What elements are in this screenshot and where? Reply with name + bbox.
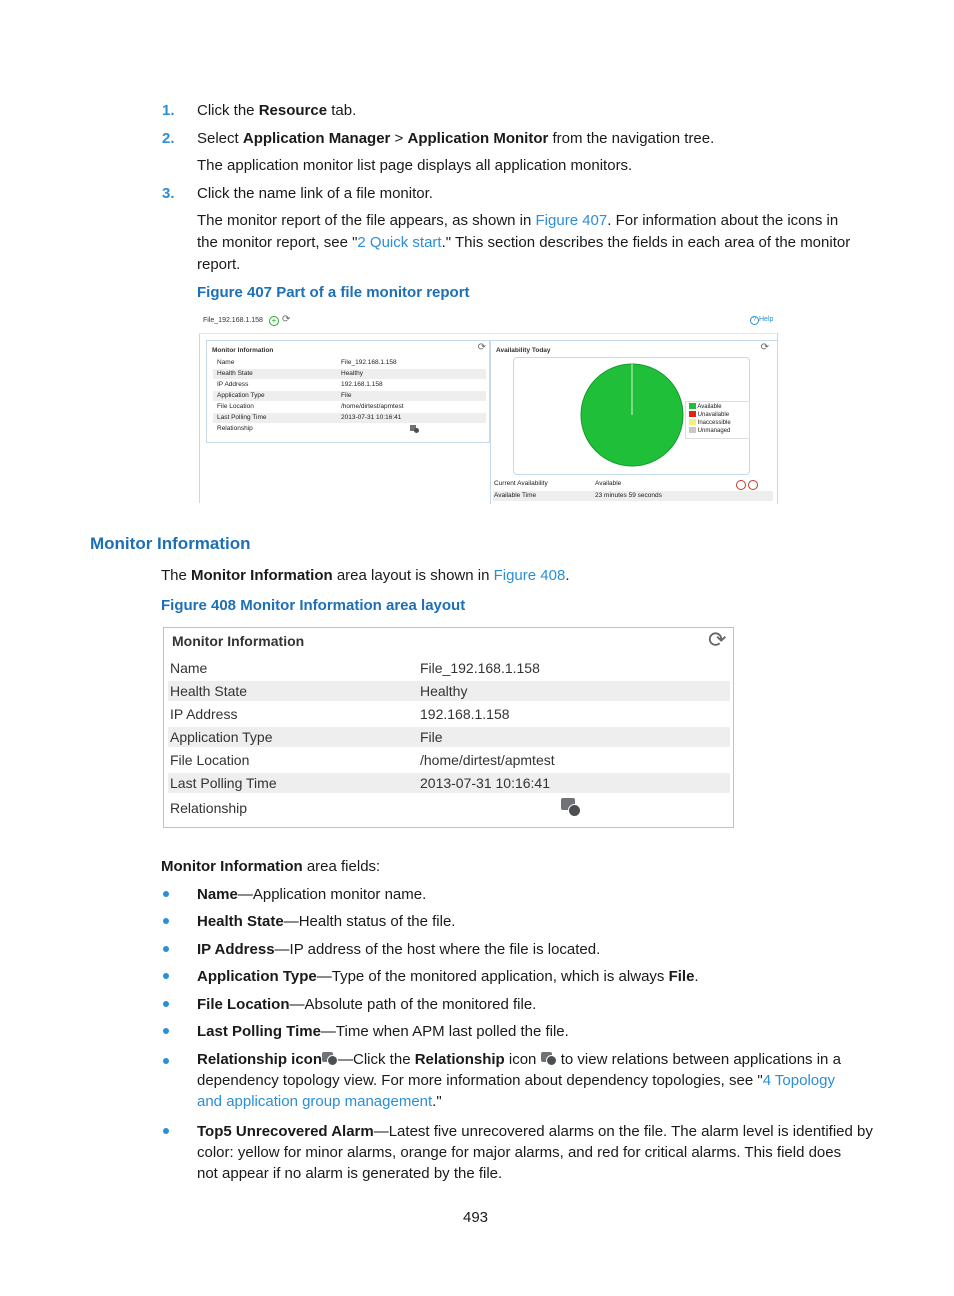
refresh-icon[interactable]: ⟳ [477, 342, 486, 353]
add-icon[interactable]: + [269, 316, 279, 326]
help-icon: ? [750, 316, 759, 325]
list-item-alarm: Top5 Unrecovered Alarm—Latest five unrecovered alarms on the file. The alarm level is identified by color: yellow for minor alarms, orange for major alarms, and red for critical alarms. This field does not appear if no alarm is generated by the file. [197, 1123, 873, 1182]
quick-start-link[interactable]: 2 Quick start [357, 234, 442, 251]
table-row: Name File_192.168.1.158 [217, 359, 397, 366]
refresh-icon[interactable]: ⟳ [282, 314, 291, 325]
relationship-icon[interactable] [561, 798, 581, 817]
figure-407-link[interactable]: Figure 407 [535, 212, 608, 229]
alarm-icon[interactable] [736, 480, 746, 490]
table-row: File Location /home/dirtest/apmtest [217, 403, 404, 410]
table-row: IP Address 192.168.1.158 [217, 381, 383, 388]
figure-407 [199, 312, 779, 503]
monitor-info-panel [163, 627, 734, 828]
table-row: IP Address 192.168.1.158 [170, 706, 510, 722]
relationship-icon [541, 1052, 557, 1066]
bullet-dot [163, 1058, 169, 1064]
table-row: Relationship [168, 798, 730, 818]
relationship-icon[interactable] [410, 425, 419, 433]
table-row: File Location /home/dirtest/apmtest [170, 752, 555, 768]
refresh-icon[interactable]: ⟳ [708, 627, 727, 652]
monitor-title: File_192.168.1.158 [203, 317, 263, 324]
table-row: Name File_192.168.1.158 [170, 660, 540, 676]
list-item: IP Address—IP address of the host where the file is located. [197, 941, 601, 958]
table-row: Last Polling Time 2013-07-31 10:16:41 [213, 413, 486, 423]
page-number: 493 [463, 1209, 489, 1226]
help-link[interactable]: ? Help [750, 316, 773, 325]
bullet-dot [163, 946, 169, 952]
list-item: Last Polling Time—Time when APM last polled the file. [197, 1023, 569, 1040]
list-item: Name—Application monitor name. [197, 886, 427, 903]
table-row: Health State Healthy [213, 369, 486, 379]
list-item: File Location—Absolute path of the monitored file. [197, 996, 537, 1013]
step-3: 3. Click the name link of a file monitor. [162, 185, 433, 202]
fields-intro: Monitor Information area fields: [161, 858, 381, 875]
bullet-dot [163, 1001, 169, 1007]
table-row: Application Type File [168, 727, 730, 747]
bullet-dot [163, 1028, 169, 1034]
legend-item: Unavailable [689, 411, 749, 419]
topology-link-cont[interactable]: and application group management [197, 1093, 433, 1110]
topology-link[interactable]: 4 Topology [762, 1072, 835, 1089]
relationship-icon [322, 1052, 338, 1066]
table-row: Last Polling Time 2013-07-31 10:16:41 [168, 773, 730, 793]
figure-408-link[interactable]: Figure 408 [493, 567, 566, 584]
legend-item: Available [689, 403, 749, 411]
monitor-info-panel-small: Monitor Information ⟳ Name File_192.168.1.158 Health State Healthy IP Address 192.168.1.158 Application Type File File Location /home/dirtest/apmtest Last Polling Time 2013-07-31 10:16:41 Relationship [206, 340, 490, 443]
legend-item: Unmanaged [689, 427, 749, 435]
table-row: Health State Healthy [168, 681, 730, 701]
list-item: Application Type—Type of the monitored application, which is always File. [197, 968, 699, 985]
table-row: Relationship [213, 424, 486, 434]
step-2: 2. Select Application Manager > Application Monitor from the navigation tree. [162, 130, 715, 147]
bullet-dot [163, 973, 169, 979]
bullet-dot [163, 891, 169, 897]
availability-panel: Availability Today ⟳ Available Unavailable Inaccessible Unmanaged Current Availability Available Available Time 23 minutes 59 seconds [490, 340, 778, 504]
table-row: Application Type File [213, 391, 486, 401]
figure-407-caption: Figure 407 Part of a file monitor report [197, 284, 470, 301]
layout-paragraph: The Monitor Information area layout is shown in Figure 408. [161, 567, 570, 584]
figure-408-caption: Figure 408 Monitor Information area layout [161, 597, 466, 614]
step-1: 1. Click the Resource tab. [162, 102, 357, 119]
refresh-icon[interactable]: ⟳ [760, 342, 769, 353]
bullet-dot [163, 918, 169, 924]
section-title: Monitor Information [90, 534, 251, 553]
step-2-note: The application monitor list page displays all application monitors. [197, 157, 633, 174]
panel-title: Monitor Information [172, 633, 305, 649]
table-row: Available Time 23 minutes 59 seconds [493, 491, 773, 501]
bullet-dot [163, 1128, 169, 1134]
legend-item: Inaccessible [689, 419, 749, 427]
pie-legend [685, 401, 750, 439]
table-row: Current Availability Available [493, 479, 773, 489]
list-item-relationship: Relationship icon —Click the Relationship icon to view relations between applications in a dependency topology view. For more information about dependency topologies, see "4 Topology and application group management." [197, 1051, 841, 1110]
list-item: Health State—Health status of the file. [197, 913, 456, 930]
pie-chart-frame [513, 357, 750, 475]
report-paragraph: The monitor report of the file appears, as shown in Figure 407. For information about the icons in the monitor report, see "2 Quick start." This section describes the fields in each area of the monitor report. [197, 212, 851, 273]
alarm-icon[interactable] [748, 480, 758, 490]
